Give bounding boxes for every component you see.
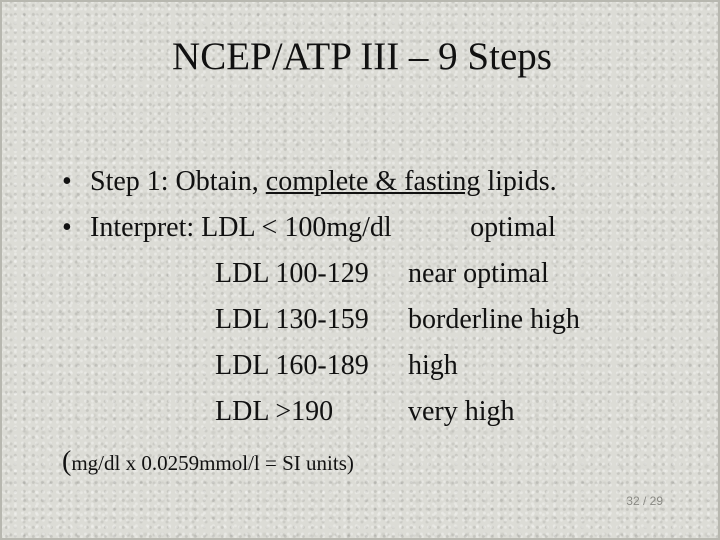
step1-prefix: Step 1: Obtain, — [90, 166, 266, 197]
ldl-range: LDL < 100mg/dl — [201, 212, 392, 243]
step1-underlined: complete & fasting — [265, 166, 481, 197]
ldl-row — [215, 254, 549, 294]
ldl-range: LDL 100-129 — [215, 258, 369, 289]
interpret-prefix: Interpret: — [90, 212, 202, 243]
ldl-row — [215, 346, 458, 386]
ldl-class: optimal — [470, 212, 556, 243]
slide-title: NCEP/ATP III – 9 Steps — [172, 35, 552, 78]
footnote-open-paren: ( — [62, 446, 72, 477]
page-number: 32 / 29 — [626, 494, 663, 508]
ldl-row — [215, 300, 580, 340]
ldl-class: very high — [408, 396, 515, 427]
step1-suffix: lipids. — [480, 166, 557, 197]
bullet-step-1 — [62, 162, 557, 202]
bullet-interpret — [62, 208, 556, 248]
ldl-row — [215, 392, 515, 432]
ldl-class: near optimal — [408, 258, 549, 289]
footnote-text: mg/dl x 0.0259mmol/l = SI units) — [71, 451, 354, 475]
ldl-class: borderline high — [408, 304, 580, 335]
bullet-dot-icon: • — [62, 166, 72, 197]
si-units-footnote — [62, 442, 354, 486]
bullet-dot-icon: • — [62, 212, 72, 243]
ldl-range: LDL 130-159 — [215, 304, 369, 335]
ldl-class: high — [408, 350, 458, 381]
ldl-range: LDL >190 — [215, 396, 334, 427]
ldl-range: LDL 160-189 — [215, 350, 369, 381]
